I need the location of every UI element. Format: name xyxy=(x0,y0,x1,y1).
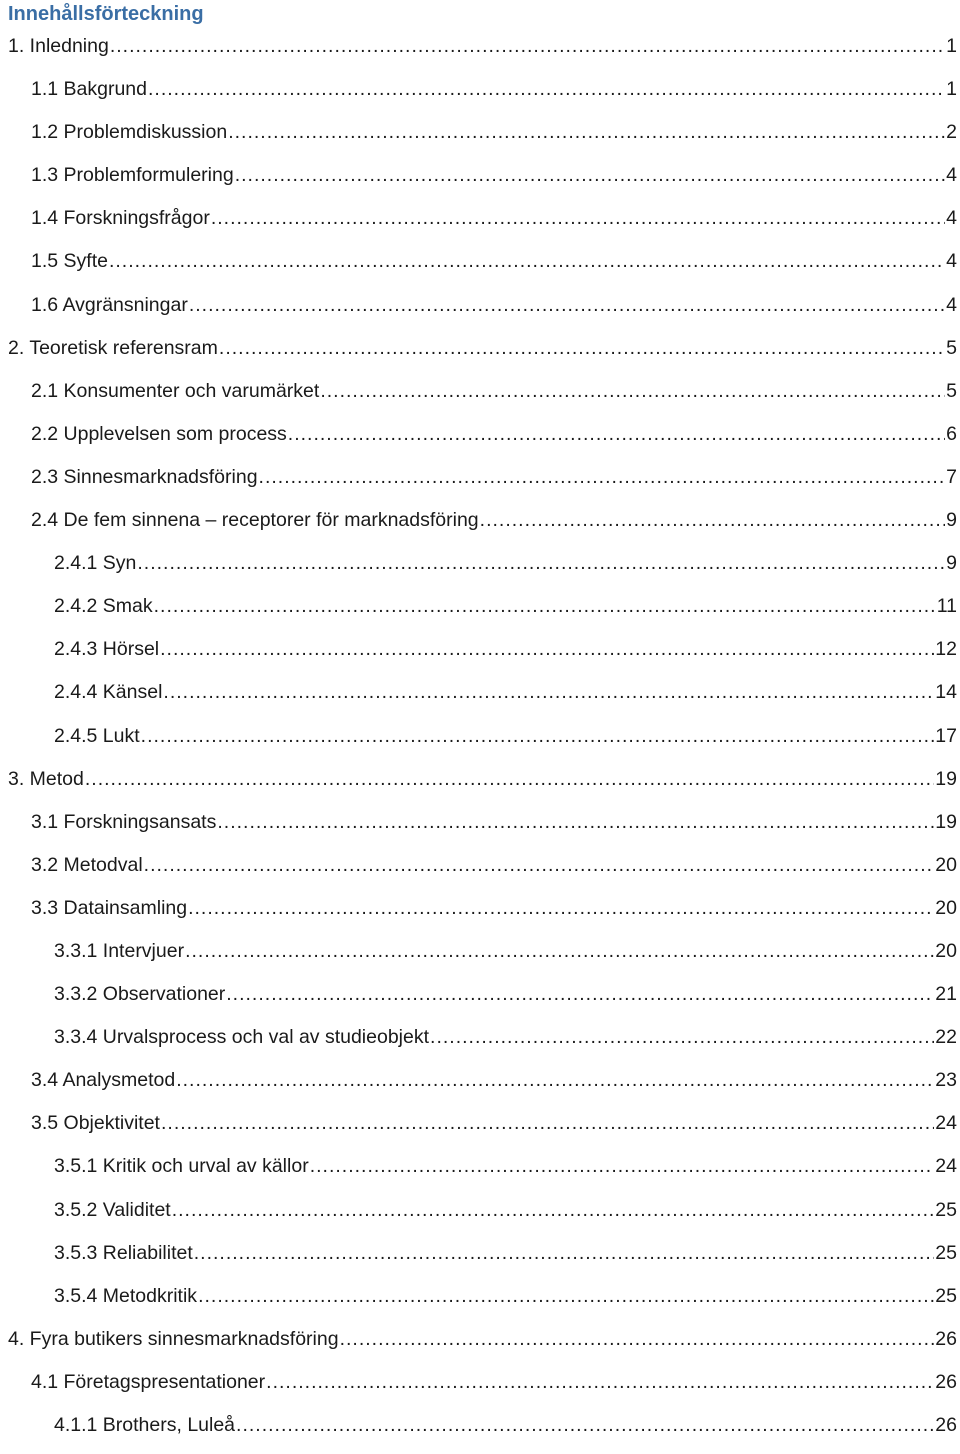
toc-page-number: 22 xyxy=(935,1026,957,1049)
toc-dot-leader xyxy=(194,1239,935,1267)
toc-entry-label: 2. Teoretisk referensram xyxy=(8,336,218,359)
toc-entry[interactable] xyxy=(0,1282,960,1325)
toc-dot-leader xyxy=(235,161,945,189)
toc-entry[interactable] xyxy=(0,247,960,290)
toc-dot-leader xyxy=(226,980,934,1008)
toc-page-number: 24 xyxy=(935,1112,957,1135)
toc-entry[interactable] xyxy=(0,204,960,247)
toc-entry-label: 3.3.2 Observationer xyxy=(54,983,226,1006)
toc-entry[interactable] xyxy=(0,291,960,334)
toc-entry[interactable] xyxy=(0,592,960,635)
toc-entry-label: 3.3 Datainsamling xyxy=(31,896,188,919)
toc-page-number: 20 xyxy=(935,853,957,876)
toc-page-number: 20 xyxy=(935,939,957,962)
toc-entry-label: 1.1 Bakgrund xyxy=(31,78,148,101)
toc-entry[interactable] xyxy=(0,420,960,463)
toc-dot-leader xyxy=(288,420,945,448)
toc-page-number: 1 xyxy=(946,35,957,57)
toc-dot-leader xyxy=(172,1196,935,1224)
toc-entry-label: 2.4.5 Lukt xyxy=(54,724,140,747)
toc-page-number: 4 xyxy=(946,164,957,187)
toc-entry[interactable] xyxy=(0,635,960,678)
toc-entry-label: 3.4 Analysmetod xyxy=(31,1069,176,1092)
toc-dot-leader xyxy=(480,506,945,534)
toc-list xyxy=(0,32,960,1454)
toc-entry-label: 3.5.1 Kritik och urval av källor xyxy=(54,1155,309,1178)
toc-page-number: 9 xyxy=(946,509,957,532)
toc-entry[interactable] xyxy=(0,765,960,808)
toc-heading: Innehållsförteckning xyxy=(8,3,204,25)
toc-dot-leader xyxy=(148,75,945,103)
toc-entry[interactable] xyxy=(0,851,960,894)
toc-dot-leader xyxy=(163,678,934,706)
toc-dot-leader xyxy=(188,894,934,922)
toc-entry[interactable] xyxy=(0,980,960,1023)
toc-entry-label: 2.4.1 Syn xyxy=(54,552,137,575)
toc-entry[interactable] xyxy=(0,1239,960,1282)
toc-entry-label: 3.2 Metodval xyxy=(31,853,143,876)
toc-dot-leader xyxy=(228,118,945,146)
toc-page-number: 25 xyxy=(935,1284,957,1307)
toc-page-number: 17 xyxy=(935,724,957,747)
toc-entry-label: 3. Metod xyxy=(8,767,84,790)
toc-entry-label: 1.2 Problemdiskussion xyxy=(31,121,228,144)
toc-page-number: 23 xyxy=(935,1069,957,1092)
toc-entry[interactable] xyxy=(0,118,960,161)
toc-entry[interactable] xyxy=(0,1066,960,1109)
toc-dot-leader xyxy=(217,808,934,836)
toc-dot-leader xyxy=(137,549,945,577)
toc-entry-label: 2.3 Sinnesmarknadsföring xyxy=(31,465,258,488)
toc-dot-leader xyxy=(109,247,945,275)
toc-entry[interactable] xyxy=(0,937,960,980)
toc-page-number: 7 xyxy=(946,465,957,488)
toc-entry[interactable] xyxy=(0,678,960,721)
toc-dot-leader xyxy=(320,377,945,405)
toc-entry-label: 2.4.3 Hörsel xyxy=(54,638,160,661)
toc-dot-leader xyxy=(266,1368,934,1396)
toc-entry[interactable] xyxy=(0,1368,960,1411)
toc-entry-label: 4.1.1 Brothers, Luleå xyxy=(54,1414,236,1436)
toc-page-number: 21 xyxy=(935,983,957,1006)
toc-page-number: 25 xyxy=(935,1241,957,1264)
toc-page-number: 19 xyxy=(935,767,957,790)
toc-page-number: 1 xyxy=(946,78,957,101)
toc-entry-label: 3.3.4 Urvalsprocess och val av studieobjekt xyxy=(54,1026,430,1049)
toc-entry-label: 4.1 Företagspresentationer xyxy=(31,1370,266,1393)
toc-entry[interactable] xyxy=(0,1023,960,1066)
toc-entry-label: 2.4.4 Känsel xyxy=(54,681,163,704)
toc-entry[interactable] xyxy=(0,1325,960,1368)
toc-entry-label: 1. Inledning xyxy=(8,35,109,57)
toc-entry-label: 1.3 Problemformulering xyxy=(31,164,234,187)
toc-page-number: 12 xyxy=(935,638,957,661)
toc-page-number: 20 xyxy=(935,896,957,919)
toc-entry[interactable] xyxy=(0,377,960,420)
toc-entry[interactable] xyxy=(0,161,960,204)
toc-entry[interactable] xyxy=(0,32,960,75)
toc-entry[interactable] xyxy=(0,1152,960,1195)
toc-page-number: 6 xyxy=(946,422,957,445)
toc-page-number: 4 xyxy=(946,250,957,273)
toc-entry-label: 4. Fyra butikers sinnesmarknadsföring xyxy=(8,1327,339,1350)
toc-entry[interactable] xyxy=(0,1109,960,1152)
toc-entry-label: 3.5 Objektivitet xyxy=(31,1112,160,1135)
toc-dot-leader xyxy=(219,334,945,362)
toc-dot-leader xyxy=(110,32,945,60)
toc-page-number: 25 xyxy=(935,1198,957,1221)
toc-entry-label: 1.6 Avgränsningar xyxy=(31,293,188,316)
toc-entry[interactable] xyxy=(0,334,960,377)
toc-dot-leader xyxy=(189,291,945,319)
toc-page-number: 14 xyxy=(935,681,957,704)
toc-entry-label: 1.5 Syfte xyxy=(31,250,108,273)
toc-dot-leader xyxy=(185,937,934,965)
toc-dot-leader xyxy=(141,722,935,750)
toc-entry-label: 1.4 Forskningsfrågor xyxy=(31,207,210,230)
toc-entry-label: 2.1 Konsumenter och varumärket xyxy=(31,379,320,402)
toc-dot-leader xyxy=(160,635,934,663)
toc-page-number: 2 xyxy=(946,121,957,144)
toc-entry[interactable] xyxy=(0,1411,960,1454)
toc-dot-leader xyxy=(161,1109,934,1137)
toc-entry-label: 3.5.4 Metodkritik xyxy=(54,1284,198,1307)
toc-dot-leader xyxy=(154,592,936,620)
toc-page-number: 4 xyxy=(946,207,957,230)
toc-entry[interactable] xyxy=(0,549,960,592)
toc-page-number: 4 xyxy=(946,293,957,316)
toc-entry[interactable] xyxy=(0,894,960,937)
toc-dot-leader xyxy=(211,204,945,232)
toc-dot-leader xyxy=(310,1152,935,1180)
toc-page-number: 19 xyxy=(935,810,957,833)
toc-dot-leader xyxy=(176,1066,934,1094)
toc-entry-label: 2.4 De fem sinnena – receptorer för marknadsföring xyxy=(31,509,479,532)
toc-entry[interactable] xyxy=(0,722,960,765)
toc-dot-leader xyxy=(85,765,934,793)
toc-entry-label: 3.5.2 Validitet xyxy=(54,1198,171,1221)
toc-page-number: 24 xyxy=(935,1155,957,1178)
toc-entry-label: 2.4.2 Smak xyxy=(54,595,153,618)
toc-page-number: 5 xyxy=(946,379,957,402)
toc-page-number: 11 xyxy=(936,595,957,618)
toc-entry-label: 2.2 Upplevelsen som process xyxy=(31,422,287,445)
toc-dot-leader xyxy=(430,1023,934,1051)
toc-entry-label: 3.5.3 Reliabilitet xyxy=(54,1241,193,1264)
toc-entry[interactable] xyxy=(0,1196,960,1239)
toc-entry[interactable] xyxy=(0,463,960,506)
toc-dot-leader xyxy=(259,463,946,491)
toc-page-number: 5 xyxy=(946,336,957,359)
toc-dot-leader xyxy=(144,851,935,879)
toc-page-number: 26 xyxy=(935,1327,957,1350)
toc-dot-leader xyxy=(198,1282,934,1310)
toc-page-number: 9 xyxy=(946,552,957,575)
toc-dot-leader xyxy=(340,1325,935,1353)
toc-page-number: 26 xyxy=(935,1370,957,1393)
toc-entry[interactable] xyxy=(0,506,960,549)
toc-entry[interactable] xyxy=(0,75,960,118)
toc-dot-leader xyxy=(236,1411,934,1439)
toc-entry-label: 3.1 Forskningsansats xyxy=(31,810,217,833)
toc-entry-label: 3.3.1 Intervjuer xyxy=(54,939,185,962)
toc-page-number: 26 xyxy=(935,1414,957,1436)
toc-entry[interactable] xyxy=(0,808,960,851)
